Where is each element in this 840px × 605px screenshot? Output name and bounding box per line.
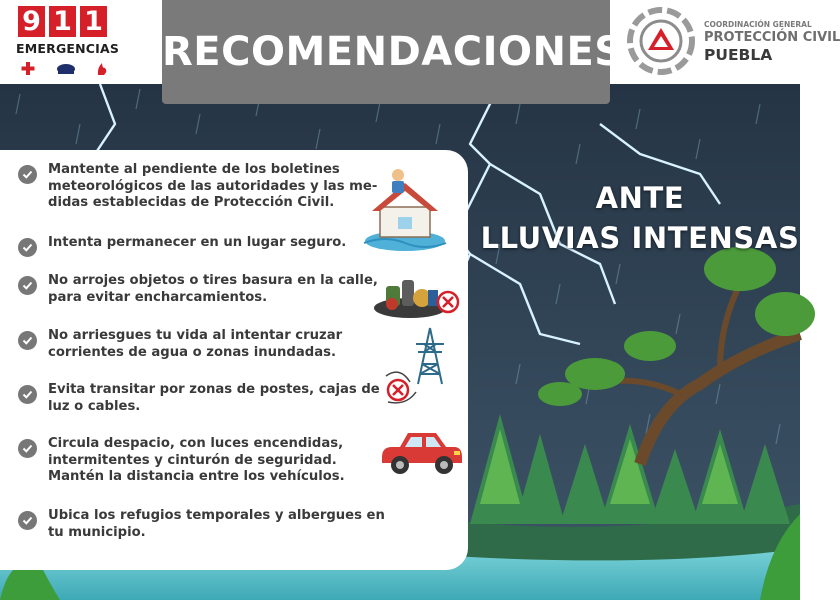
logo-digit: 9 bbox=[18, 6, 45, 37]
list-item bbox=[18, 273, 378, 306]
list-item-line: Ubica los refugios temporales y albergues en bbox=[48, 508, 385, 523]
red-cross-icon bbox=[22, 62, 35, 75]
list-item-text bbox=[48, 508, 385, 541]
logo-911-label: EMERGENCIAS bbox=[16, 41, 120, 56]
list-item-line: Circula despacio, con luces encendidas, bbox=[48, 436, 344, 451]
check-icon bbox=[18, 439, 37, 458]
proteccion-civil-emblem-icon bbox=[626, 6, 696, 76]
list-item bbox=[18, 235, 346, 257]
logo-911-emergencias bbox=[14, 6, 126, 78]
list-item-line: para evitar encharcamientos. bbox=[48, 289, 268, 305]
list-item-line: intermitentes y cinturón de seguridad. bbox=[48, 452, 337, 468]
list-item-line: corrientes de agua o zonas inundadas. bbox=[48, 344, 336, 360]
list-item-line: Intenta permanecer en un lugar seguro. bbox=[48, 235, 347, 250]
list-item-line: Mantén la distancia entre los vehículos. bbox=[48, 469, 345, 484]
list-item-text bbox=[48, 436, 345, 486]
emergency-services-icons bbox=[18, 58, 118, 78]
police-cap-icon bbox=[57, 64, 75, 74]
list-item bbox=[18, 436, 345, 486]
check-icon bbox=[18, 276, 37, 295]
page-title: RECOMENDACIONES bbox=[162, 29, 624, 75]
headline-line2: LLUVIAS INTENSAS bbox=[480, 221, 800, 255]
logo-digit: 1 bbox=[49, 6, 76, 37]
headline bbox=[470, 178, 810, 258]
check-icon bbox=[18, 165, 37, 184]
red-car-icon bbox=[378, 425, 464, 477]
list-item-text bbox=[48, 235, 346, 252]
list-item-line: Mantente al pendiente de los boletines bbox=[48, 162, 340, 177]
list-item-text bbox=[48, 273, 378, 306]
proteccion-civil-line3: PUEBLA bbox=[704, 46, 773, 64]
list-item-line: No arrojes objetos o tires basura en la calle, bbox=[48, 273, 378, 288]
flooded-house-icon bbox=[360, 165, 450, 255]
list-item-text bbox=[48, 162, 377, 212]
list-item-line: Evita transitar por zonas de postes, cajas de bbox=[48, 382, 380, 397]
headline-line1: ANTE bbox=[595, 181, 685, 215]
list-item-line: didas establecidas de Protección Civil. bbox=[48, 195, 335, 210]
list-item-text bbox=[48, 382, 380, 415]
check-icon bbox=[18, 238, 37, 257]
list-item-text bbox=[48, 328, 342, 361]
list-item-line: No arriesgues tu vida al intentar cruzar bbox=[48, 328, 343, 343]
proteccion-civil-line1: COORDINACIÓN GENERAL bbox=[704, 20, 812, 29]
list-item bbox=[18, 382, 380, 415]
garbage-pile-icon bbox=[372, 272, 462, 320]
check-icon bbox=[18, 511, 37, 530]
check-icon bbox=[18, 331, 37, 350]
list-item-line: luz o cables. bbox=[48, 398, 141, 414]
power-tower-icon bbox=[380, 326, 450, 406]
list-item-line: meteorológicos de las autoridades y las me- bbox=[48, 178, 378, 194]
logo-digit: 1 bbox=[80, 6, 107, 37]
list-item bbox=[18, 328, 342, 361]
check-icon bbox=[18, 385, 37, 404]
proteccion-civil-line2: PROTECCIÓN CIVIL bbox=[704, 30, 840, 45]
fire-icon bbox=[98, 63, 106, 75]
proteccion-civil-logo bbox=[626, 6, 840, 78]
list-item bbox=[18, 508, 385, 541]
list-item-line: tu municipio. bbox=[48, 524, 146, 540]
list-item bbox=[18, 162, 377, 212]
recommendations-banner bbox=[162, 0, 624, 104]
logo-911-digits bbox=[18, 6, 107, 37]
